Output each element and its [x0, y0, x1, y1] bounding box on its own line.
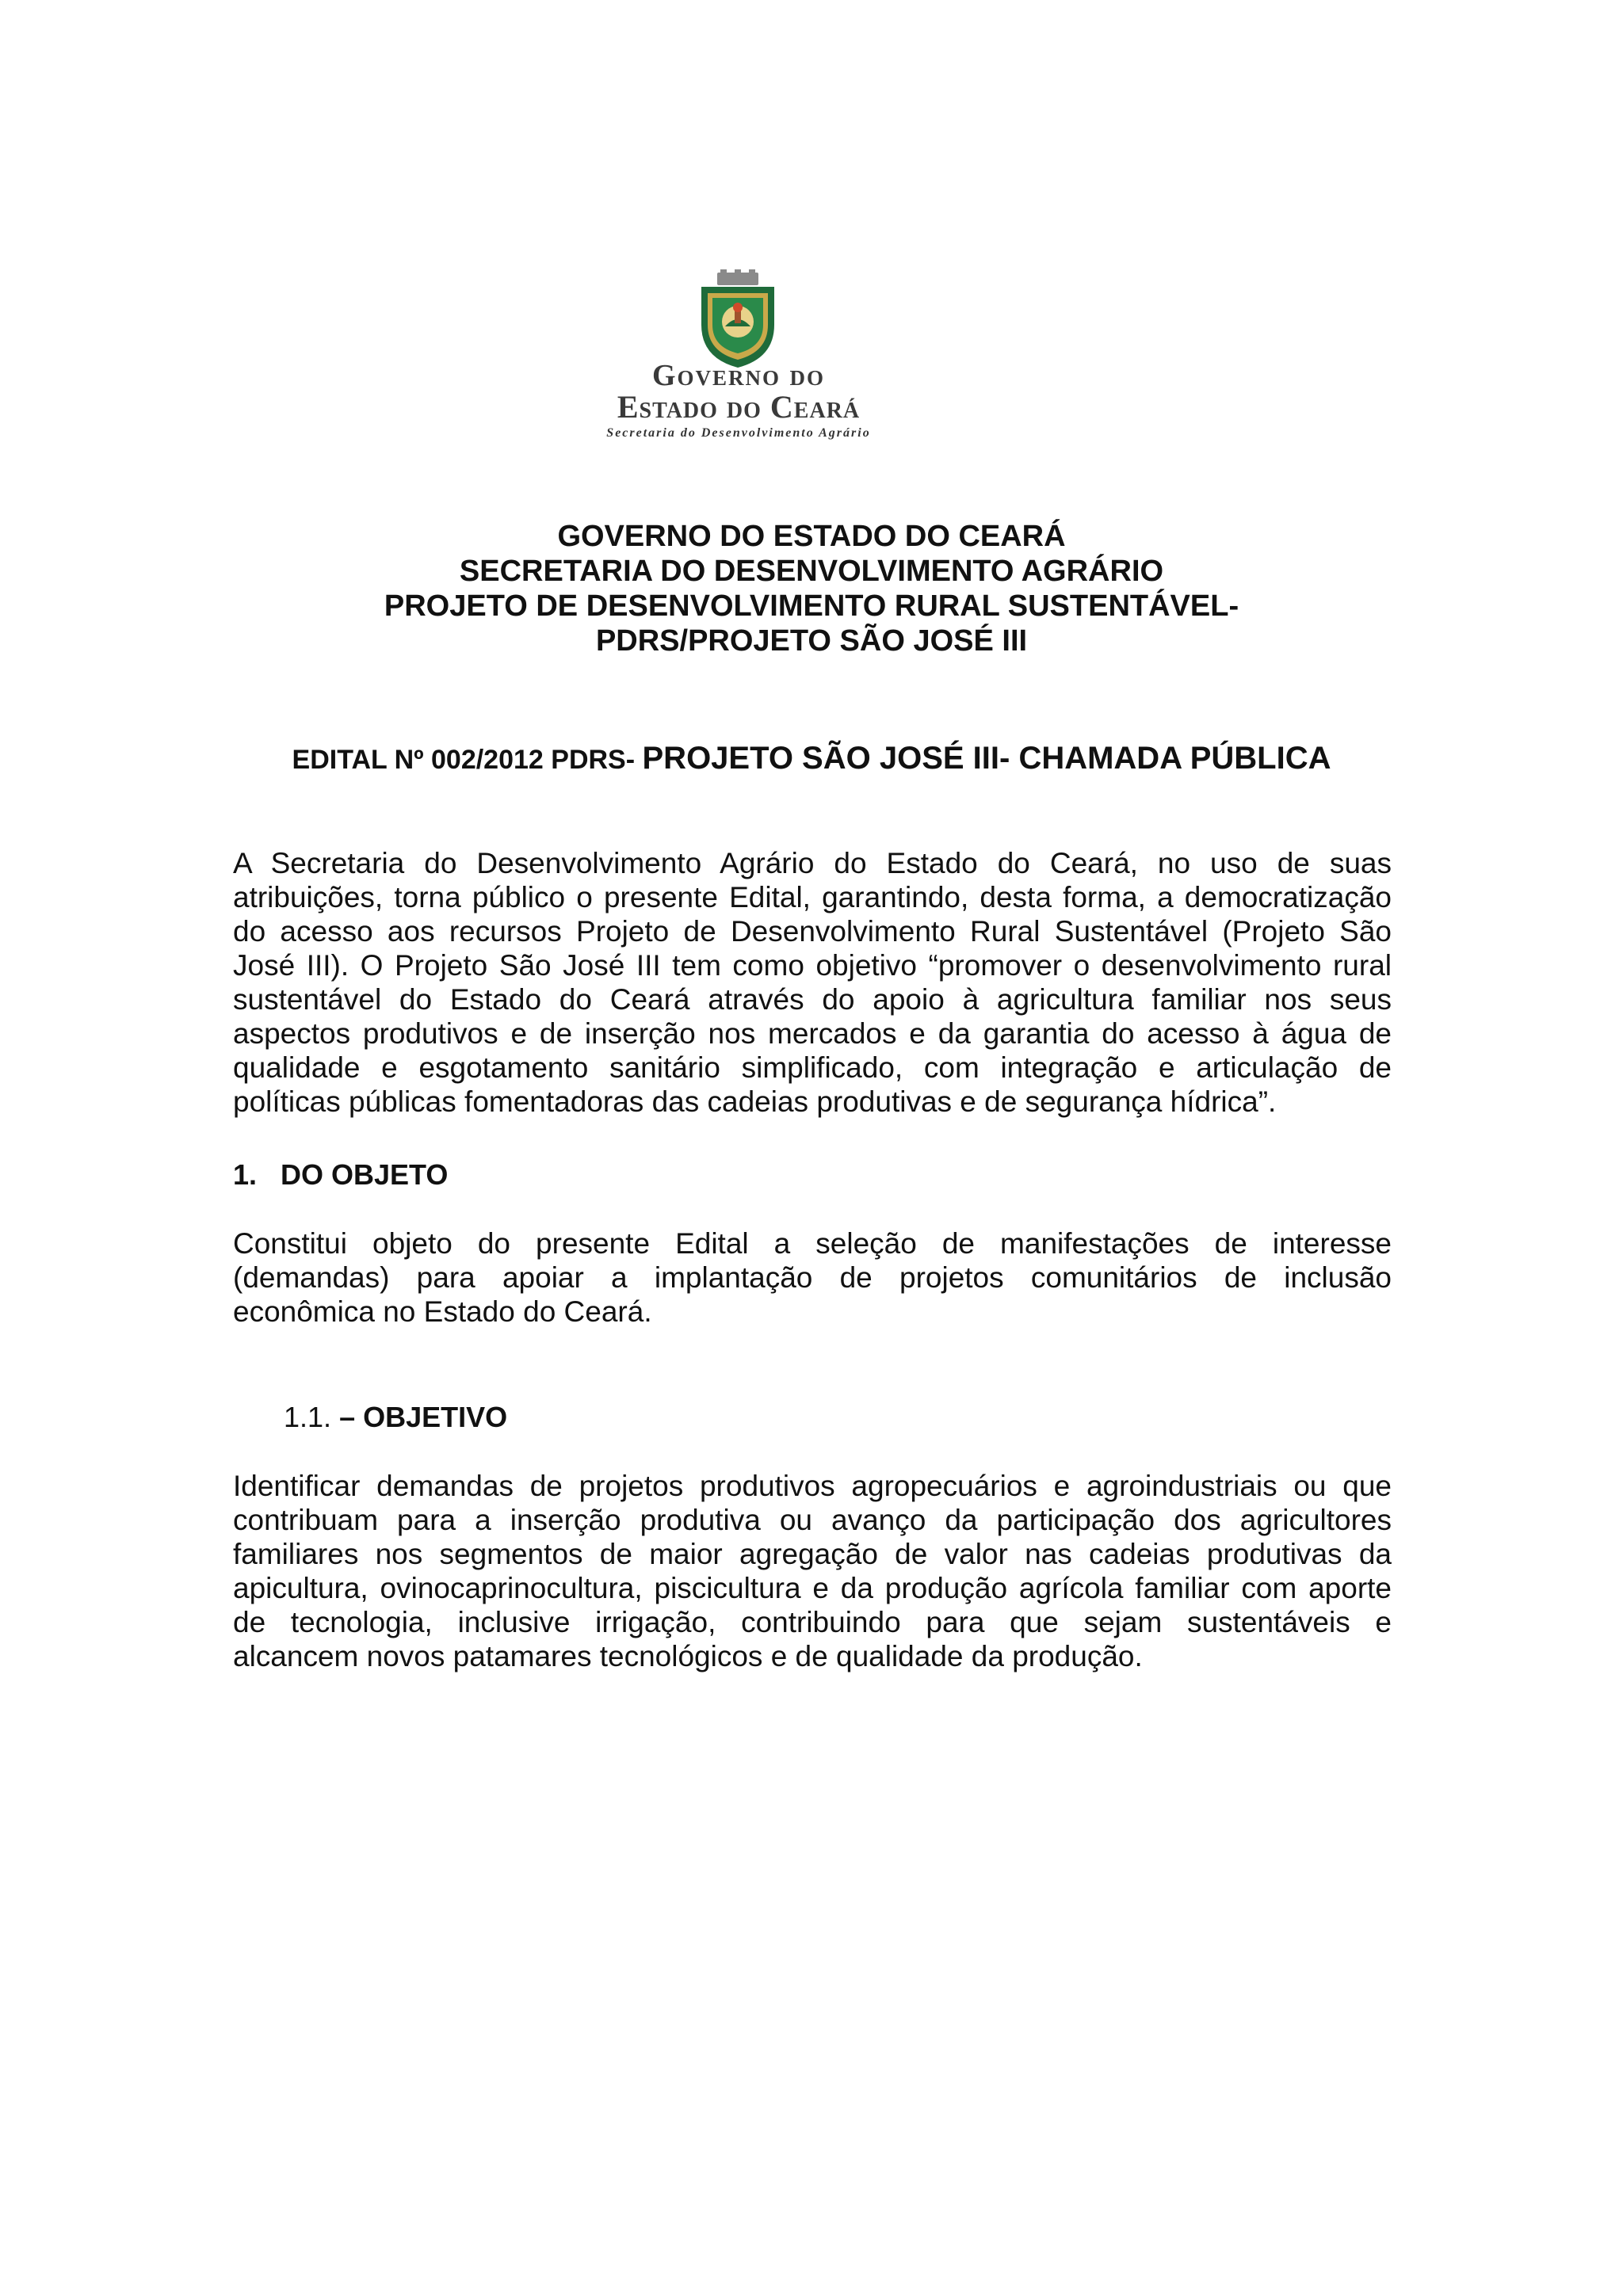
section-1-line: Constitui objeto do presente Edital a seleção de manifestações de interesse: [233, 1227, 1392, 1260]
government-logo: [588, 269, 889, 452]
intro-line: sustentável do Estado do Ceará através do apoio à agricultura familiar nos seus: [233, 983, 1392, 1016]
logo-line-estado: Estado do Ceará: [617, 389, 861, 425]
section-1-1-paragraph: [233, 1469, 1392, 1673]
intro-line: do acesso aos recursos Projeto de Desenvolvimento Rural Sustentável (Projeto São: [233, 915, 1392, 948]
section-1-title: DO OBJETO: [281, 1158, 449, 1191]
heading-line-1: GOVERNO DO ESTADO DO CEARÁ: [557, 520, 1066, 553]
heading-line-3: PROJETO DE DESENVOLVIMENTO RURAL SUSTENTÁVEL-: [384, 589, 1239, 623]
section-1-1-heading: [284, 1401, 507, 1434]
ceara-coat-of-arms-icon: [693, 269, 782, 369]
section-1-heading: [233, 1158, 448, 1192]
intro-paragraph: [233, 846, 1392, 1119]
intro-line: A Secretaria do Desenvolvimento Agrário do Estado do Ceará, no uso de suas: [233, 847, 1392, 879]
section-1-number: 1.: [233, 1158, 258, 1191]
section-1-1-line: contribuam para a inserção produtiva ou avanço da participação dos agricultores: [233, 1504, 1392, 1536]
edital-main-title: PROJETO SÃO JOSÉ III- CHAMADA PÚBLICA: [642, 741, 1331, 776]
section-1-line: econômica no Estado do Ceará.: [233, 1295, 652, 1328]
section-1-paragraph: [233, 1226, 1392, 1329]
intro-line: qualidade e esgotamento sanitário simplificado, com integração e articulação de: [233, 1051, 1392, 1084]
intro-line: aspectos produtivos e de inserção nos mercados e da garantia do acesso à água de: [233, 1017, 1392, 1050]
intro-line: atribuições, torna público o presente Edital, garantindo, desta forma, a democratização: [233, 881, 1392, 913]
document-heading: [0, 519, 1623, 658]
logo-line-governo: Governo do: [651, 359, 826, 392]
section-1-1-number: 1.1.: [284, 1401, 332, 1433]
edital-number: EDITAL Nº 002/2012 PDRS-: [292, 745, 643, 775]
section-1-1-line: apicultura, ovinocaprinocultura, piscicultura e da produção agrícola familiar com aporte: [233, 1572, 1392, 1604]
section-1-1-line: alcancem novos patamares tecnológicos e de qualidade da produção.: [233, 1640, 1143, 1672]
section-1-1-title: – OBJETIVO: [339, 1401, 508, 1433]
section-1-line: (demandas) para apoiar a implantação de projetos comunitários de inclusão: [233, 1261, 1392, 1294]
section-1-1-line: Identificar demandas de projetos produtivos agropecuários e agroindustriais ou que: [233, 1470, 1392, 1502]
heading-line-2: SECRETARIA DO DESENVOLVIMENTO AGRÁRIO: [459, 555, 1164, 588]
heading-line-4: PDRS/PROJETO SÃO JOSÉ III: [595, 624, 1028, 658]
edital-title: [0, 741, 1623, 776]
intro-line: políticas públicas fomentadoras das cadeias produtivas e de segurança hídrica”.: [233, 1085, 1277, 1118]
section-1-1-line: familiares nos segmentos de maior agregação de valor nas cadeias produtivas da: [233, 1538, 1392, 1570]
section-1-1-line: de tecnologia, inclusive irrigação, contribuindo para que sejam sustentáveis e: [233, 1606, 1392, 1638]
intro-line: José III). O Projeto São José III tem como objetivo “promover o desenvolvimento rural: [233, 949, 1392, 982]
logo-line-secretaria: Secretaria do Desenvolvimento Agrário: [606, 426, 871, 440]
